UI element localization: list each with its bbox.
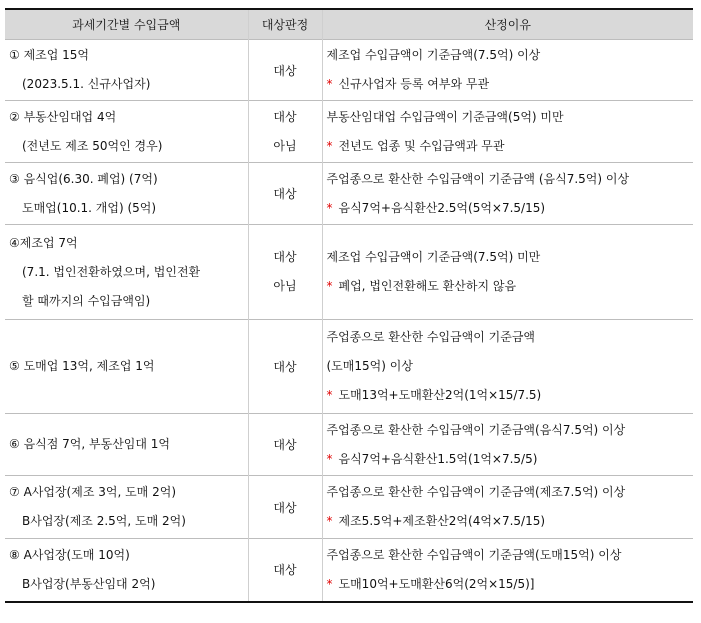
note-marker: * bbox=[326, 388, 333, 402]
judgment-cell: 대상 bbox=[248, 476, 322, 539]
reason-cell: 주업종으로 환산한 수입금액이 기준금액 (음식7.5억) 이상 * 음식7억+음식환산2.5억(5억×7.5/15) bbox=[322, 163, 693, 225]
judgment-cell: 대상 아님 bbox=[248, 225, 322, 320]
note-marker: * bbox=[326, 576, 333, 591]
reason-cell: 제조업 수입금액이 기준금액(7.5억) 미만 * 폐업, 법인전환해도 환산하지 않음 bbox=[322, 225, 693, 320]
judgment-cell: 대상 아님 bbox=[248, 101, 322, 163]
revenue-cell: ④제조업 7억 (7.1. 법인전환하였으며, 법인전환 할 때까지의 수입금액임) bbox=[5, 225, 248, 320]
table-row bbox=[5, 101, 693, 163]
note-marker: * bbox=[326, 514, 333, 528]
table-row bbox=[5, 320, 693, 414]
revenue-cell: ③ 음식업(6.30. 폐업) (7억) 도매업(10.1. 개업) (5억) bbox=[5, 163, 248, 225]
table-row bbox=[5, 40, 693, 101]
revenue-cell: ⑧ A사업장(도매 10억) B사업장(부동산임대 2억) bbox=[5, 539, 248, 602]
note-marker: * bbox=[326, 279, 333, 293]
judgment-cell: 대상 bbox=[248, 414, 322, 476]
note-marker: * bbox=[326, 77, 333, 91]
revenue-cell: ⑤ 도매업 13억, 제조업 1억 bbox=[5, 320, 248, 414]
judgment-cell: 대상 bbox=[248, 163, 322, 225]
revenue-cell: ⑥ 음식점 7억, 부동산임대 1억 bbox=[5, 414, 248, 476]
table-row bbox=[5, 476, 693, 539]
note-marker: * bbox=[326, 451, 333, 466]
revenue-cell: ① 제조업 15억 (2023.5.1. 신규사업자) bbox=[5, 40, 248, 101]
judgment-cell: 대상 bbox=[248, 539, 322, 602]
tax-table bbox=[5, 8, 693, 603]
note-marker: * bbox=[326, 200, 333, 215]
reason-cell: 주업종으로 환산한 수입금액이 기준금액 (도매15억) 이상 * 도매13억+도매환산2억(1억×15/7.5) bbox=[322, 320, 693, 414]
reason-cell: 주업종으로 환산한 수입금액이 기준금액(도매15억) 이상 * 도매10억+도매환산6억(2억×15/5)] bbox=[322, 539, 693, 602]
note-marker: * bbox=[326, 138, 333, 153]
reason-cell: 부동산임대업 수입금액이 기준금액(5억) 미만 * 전년도 업종 및 수입금액과 무관 bbox=[322, 101, 693, 163]
table-row bbox=[5, 163, 693, 225]
judgment-cell: 대상 bbox=[248, 320, 322, 414]
header-row bbox=[5, 9, 693, 40]
table-row bbox=[5, 414, 693, 476]
header-judgment: 대상판정 bbox=[248, 9, 322, 40]
table-row bbox=[5, 539, 693, 602]
revenue-cell: ② 부동산임대업 4억 (전년도 제조 50억인 경우) bbox=[5, 101, 248, 163]
reason-cell: 주업종으로 환산한 수입금액이 기준금액(음식7.5억) 이상 * 음식7억+음식환산1.5억(1억×7.5/5) bbox=[322, 414, 693, 476]
judgment-cell: 대상 bbox=[248, 40, 322, 101]
reason-cell: 주업종으로 환산한 수입금액이 기준금액(제조7.5억) 이상 * 제조5.5억+제조환산2억(4억×7.5/15) bbox=[322, 476, 693, 539]
reason-cell: 제조업 수입금액이 기준금액(7.5억) 이상 * 신규사업자 등록 여부와 무관 bbox=[322, 40, 693, 101]
revenue-cell: ⑦ A사업장(제조 3억, 도매 2억) B사업장(제조 2.5억, 도매 2억) bbox=[5, 476, 248, 539]
header-reason: 산정이유 bbox=[322, 9, 693, 40]
header-revenue: 과세기간별 수입금액 bbox=[5, 9, 248, 40]
table-row bbox=[5, 225, 693, 320]
